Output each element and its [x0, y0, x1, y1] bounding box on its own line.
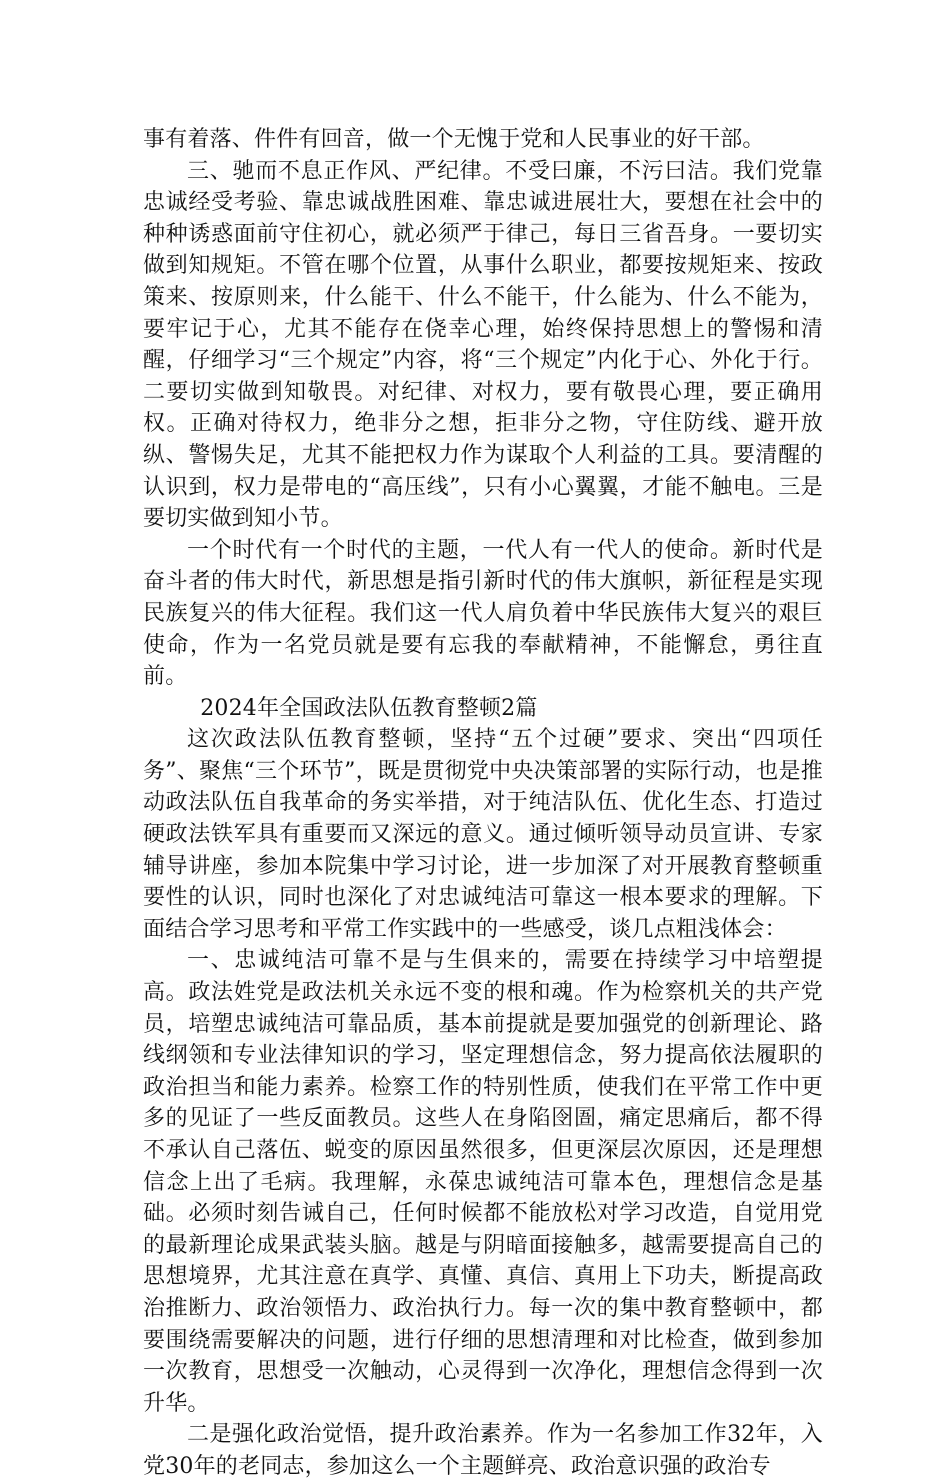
paragraph-intro: 这次政法队伍教育整顿，坚持“五个过硬”要求、突出“四项任务”、聚焦“三个环节”，既是贯彻党中央决策部署的实际行动，也是推动政法队伍自我革命的务实举措，对于纯洁队伍、优化生态、打造过硬政法铁军具有重要而又深远的意义。通过倾听领导动员宣讲、专家辅导讲座，参加本院集中学习讨论，进一步加深了对开展教育整顿重要性的认识，同时也深化了对忠诚纯洁可靠这一根本要求的理解。下面结合学习思考和平常工作实践中的一些感受，谈几点粗浅体会：: [143, 727, 823, 942]
paragraph-section-three: 三、驰而不息正作风、严纪律。不受曰廉，不污曰洁。我们党靠忠诚经受考验、靠忠诚战胜困难、靠忠诚进展壮大，要想在社会中的种种诱惑面前守住初心，就必须严于律己，每日三省吾身。一要切实做到知规矩。不管在哪个位置，从事什么职业，都要按规矩来、按政策来、按原则来，什么能干、什么不能干，什么能为、什么不能为，要牢记于心，尤其不能存在侥幸心理，始终保持思想上的警惕和清醒，仔细学习“三个规定”内容，将“三个规定”内化于心、外化于行。二要切实做到知敬畏。对纪律、对权力，要有敬畏心理，要正确用权。正确对待权力，绝非分之想，拒非分之物，守住防线、避开放纵、警惕失足，尤其不能把权力作为谋取个人利益的工具。要清醒的认识到，权力是带电的“高压线”，只有小心翼翼，才能不触电。三是要切实做到知小节。: [143, 158, 823, 532]
paragraph-point-one: 一、忠诚纯洁可靠不是与生俱来的，需要在持续学习中培塑提高。政法姓党是政法机关永远不变的根和魂。作为检察机关的共产党员，培塑忠诚纯洁可靠品质，基本前提就是要加强党的创新理论、路线纲领和专业法律知识的学习，坚定理想信念，努力提高依法履职的政治担当和能力素养。检察工作的特别性质，使我们在平常工作中更多的见证了一些反面教员。这些人在身陷囹圄，痛定思痛后，都不得不承认自己落伍、蜕变的原因虽然很多，但更深层次原因，还是理想信念上出了毛病。我理解，永葆忠诚纯洁可靠本色，理想信念是基础。必须时刻告诫自己，任何时候都不能放松对学习改造，自觉用党的最新理论成果武装头脑。越是与阴暗面接触多，越需要提高自己的思想境界，尤其注意在真学、真懂、真信、真用上下功夫，断提高政治推断力、政治领悟力、政治执行力。每一次的集中教育整顿中，都要围绕需要解决的问题，进行仔细的思想清理和对比检查，做到参加一次教育，思想受一次触动，心灵得到一次净化，理想信念得到一次升华。: [143, 948, 823, 1416]
document-page: [143, 124, 823, 1483]
section-title: 2024年全国政法队伍教育整顿2篇: [200, 695, 538, 721]
paragraph-continuation: 事有着落、件件有回音，做一个无愧于党和人民事业的好干部。: [143, 127, 765, 152]
paragraph-point-two: 二是强化政治觉悟，提升政治素养。作为一名参加工作32年，入党30年的老同志，参加这么一个主题鲜亮、政治意识强的政治专: [143, 1422, 823, 1479]
paragraph-closing: 一个时代有一个时代的主题，一代人有一代人的使命。新时代是奋斗者的伟大时代，新思想是指引新时代的伟大旗帜，新征程是实现民族复兴的伟大征程。我们这一代人肩负着中华民族伟大复兴的艰巨使命，作为一名党员就是要有忘我的奉献精神，不能懈怠，勇往直前。: [143, 537, 823, 690]
